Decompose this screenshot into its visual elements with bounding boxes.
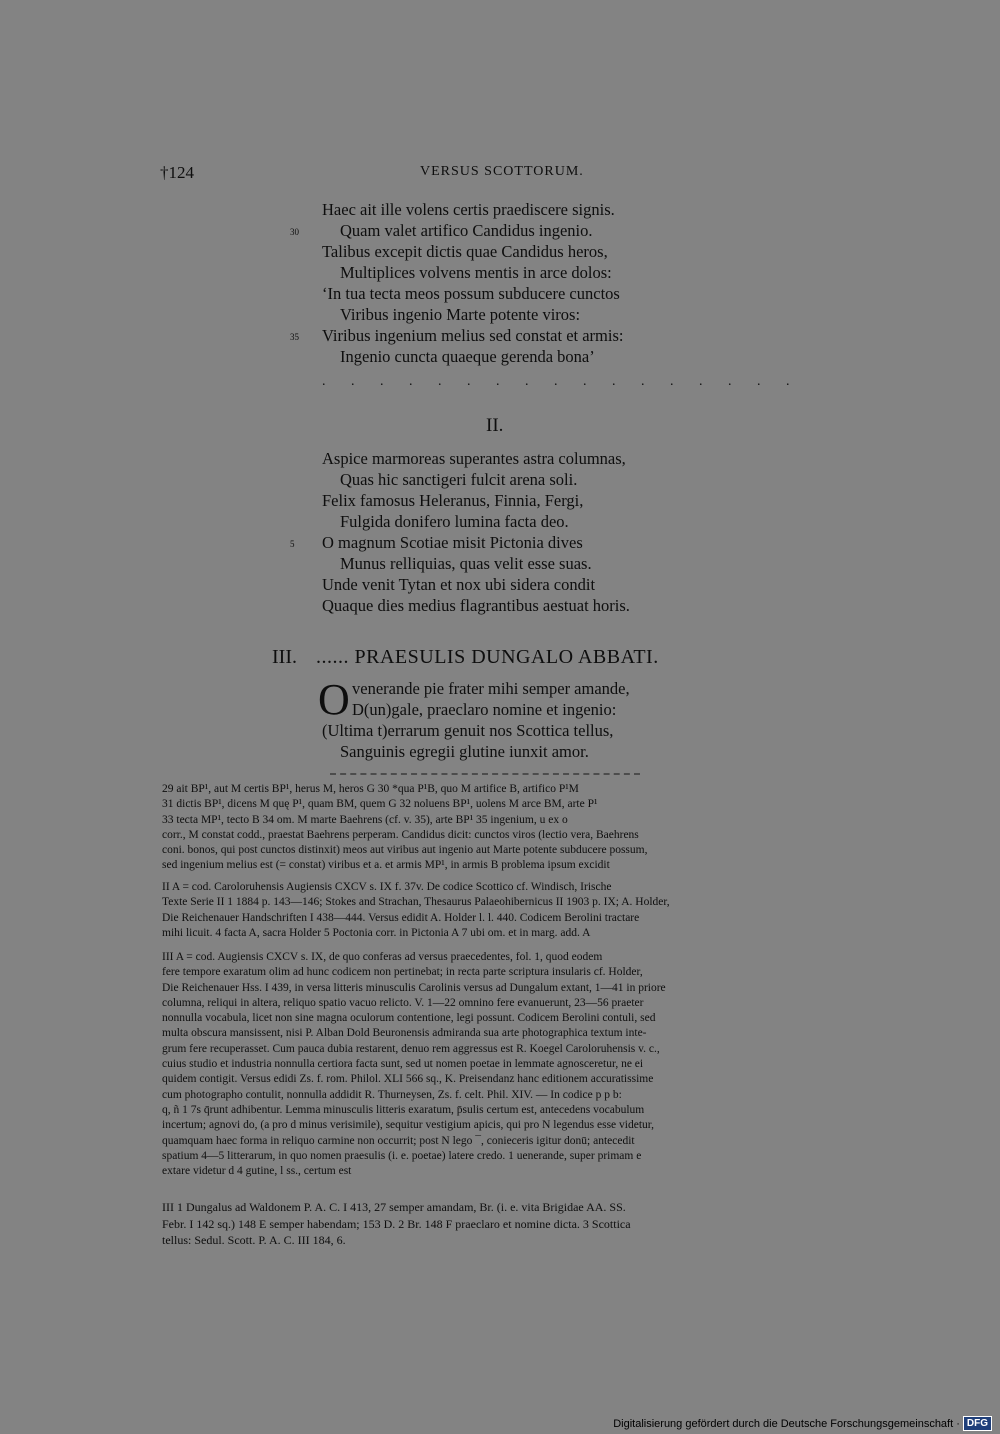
verse-line: Felix famosus Heleranus, Finnia, Fergi, [322, 491, 584, 510]
verse-line: O magnum Scotiae misit Pictonia dives [322, 533, 583, 552]
footnote-sources-III [162, 1199, 838, 1249]
line-number: 5 [290, 539, 295, 549]
verse-line: D(un)gale, praeclaro nomine et ingenio: [352, 700, 617, 719]
footnote-line: cuius studio et industria nonnulla certiora facta sunt, sed ut nomen poetae in lemmate agnosceretur, ne ei [162, 1058, 644, 1071]
verse-line: Viribus ingenium melius sed constat et armis: [322, 326, 624, 345]
footnote-line: Febr. I 142 sq.) 148 E semper habendam; 153 D. 2 Br. 148 F praeclaro et nomine dicta. 3 Scottica [162, 1216, 631, 1231]
faded-line-divider [330, 773, 640, 775]
section-2-heading: II. [486, 415, 504, 436]
footnote-line: 33 tecta MP¹, tecto B 34 om. M marte Baehrens (cf. v. 35), arte BP¹ 35 ingenium, u ex o [162, 813, 568, 826]
footnote-line: multa obscura mansissent, nisi P. Alban Dold Beuronensis admiranda sua arte photographica textum inte- [162, 1027, 647, 1040]
section-3-number: III. [272, 646, 297, 668]
footnote-line: columna, reliqui in altera, reliquo spatio vacuo relicto. V. 1—22 omnino fere evanuerunt, 23—56 praeter [162, 996, 644, 1009]
verse-line: Aspice marmoreas superantes astra columnas, [322, 449, 626, 468]
verse-line: Ingenio cuncta quaeque gerenda bona’ [340, 347, 595, 366]
footnote-line: cum photographo contulit, nonnulla addidit R. Thurneysen, Zs. f. celt. Phil. XIV. — In codice p p b: [162, 1088, 622, 1101]
line-number: 30 [290, 227, 299, 237]
verse-line: Sanguinis egregii glutine iunxit amor. [340, 742, 589, 761]
footnote-line: II A = cod. Caroloruhensis Augiensis CXCV s. IX f. 37v. De codice Scottico cf. Windisch, Irische [162, 881, 612, 893]
footnote-line: tellus: Sedul. Scott. P. A. C. III 184, 6. [162, 1233, 346, 1247]
verse-line: Munus relliquias, quas velit esse suas. [340, 554, 592, 573]
footnote-line: spatium 4—5 litterarum, in quo nomen praesulis (i. e. poetae) latere credo. 1 uenerande, super primam e [162, 1149, 642, 1162]
footnote-line: coni. bonos, qui post cunctos distinxit) meos aut viribus aut ingenio aut Marte potente subducere possum, [162, 844, 648, 857]
footnote-line: III 1 Dungalus ad Waldonem P. A. C. I 413, 27 semper amandam, Br. (i. e. vita Brigidae AA. SS. [162, 1200, 626, 1214]
footnote-line: Die Reichenauer Hss. I 439, in versa litteris minusculis Carolinis versus ad Dungalum extant, 1—41 in priore [162, 981, 666, 994]
footnote-line: quamquam haec forma in reliquo carmine non occurrit; post N lego ¯, conieceris igitur donū; antecedit [162, 1134, 635, 1147]
verse-line: Viribus ingenio Marte potente viros: [340, 305, 581, 324]
footnote-line: nonnulla vocabula, licet non sine magna oculorum contentione, legi possunt. Codicem Berolini contuli, sed [162, 1012, 656, 1025]
verse-line: Quam valet artifico Candidus ingenio. [340, 221, 593, 240]
lacuna-dots: . . . . . . . . . . . . . . . . . [322, 374, 801, 389]
footnote-line: III A = cod. Augiensis CXCV s. IX, de quo conferas ad versus praecedentes, fol. 1, quod eodem [162, 951, 603, 963]
footnote-apparatus-II [162, 880, 838, 941]
page-number: †124 [160, 163, 194, 182]
footnote-line: sed ingenium melius est (= constat) viribus et a. et armis MP¹, in armis B problema ipsum excidit [162, 859, 610, 872]
verse-line: Quas hic sanctigeri fulcit arena soli. [340, 470, 578, 489]
footnote-apparatus-III [162, 950, 838, 1179]
footnote-line: mihi licuit. 4 facta A, sacra Holder 5 Poctonia corr. in Pictonia A 7 ubi om. et in marg. add. A [162, 926, 591, 939]
running-title: VERSUS SCOTTORUM. [420, 164, 584, 179]
verse-line: Unde venit Tytan et nox ubi sidera condit [322, 575, 596, 594]
footnote-line: Die Reichenauer Handschriften I 438—444. Versus edidit A. Holder l. l. 440. Codicem Berolini tractare [162, 911, 640, 924]
credit-text: Digitalisierung gefördert durch die Deutsche Forschungsgemeinschaft · [613, 1417, 960, 1430]
verse-line: Fulgida donifero lumina facta deo. [340, 512, 569, 531]
footnote-apparatus-I [162, 782, 838, 874]
footnote-line: 29 ait BP¹, aut M certis BP¹, herus M, heros G 30 *qua P¹B, quo M artifice B, artifico P¹M [162, 783, 579, 795]
verse-line: (Ultima t)errarum genuit nos Scottica tellus, [322, 721, 614, 740]
footnote-line: incertum; agnovi do, (a pro d minus verisimile), sequitur vestigium apicis, qui pro N legendus esse videtur, [162, 1119, 655, 1132]
footnote-line: Texte Serie II 1 1884 p. 143—146; Stokes and Strachan, Thesaurus Palaeohibernicus II 1903 p. IX; A. Holder, [162, 896, 670, 909]
footnote-line: 31 dictis BP¹, dicens M quę P¹, quam BM, quem G 32 noluens BP¹, uolens M arce BM, arte P¹ [162, 798, 598, 811]
verse-line: Haec ait ille volens certis praediscere signis. [322, 200, 615, 219]
verse-line: ‘In tua tecta meos possum subducere cunctos [322, 284, 620, 303]
footnote-line: grum fere recuperasset. Cum pauca dubia restarent, denuo rem aggressus est R. Koegel Caroloruhensis v. c., [162, 1042, 660, 1055]
verse-line: Quaque dies medius flagrantibus aestuat horis. [322, 596, 630, 615]
footnote-line: extare videtur d 4 gutine, l ss., certum est [162, 1165, 352, 1178]
drop-cap-initial: O [318, 675, 350, 724]
section-3-title: ...... PRAESULIS DUNGALO ABBATI. [316, 646, 659, 668]
footnote-line: quidem contigit. Versus edidi Zs. f. rom. Philol. XLI 566 sq., K. Preisendanz hanc editionem accuratissime [162, 1073, 654, 1086]
verse-line: venerande pie frater mihi semper amande, [352, 679, 630, 698]
footnote-line: q, ñ 1 7s q̄runt adhibentur. Lemma minusculis litteris exaratum, p̄sulis certum est, antecedens vocabulum [162, 1103, 645, 1116]
line-number: 35 [290, 332, 299, 342]
verse-line: Multiplices volvens mentis in arce dolos: [340, 263, 612, 282]
verse-line: Talibus excepit dictis quae Candidus heros, [322, 242, 608, 261]
dfg-logo: DFG [963, 1416, 992, 1431]
digitization-credit [613, 1416, 992, 1431]
footnote-line: fere tempore exaratum olim ad hunc codicem non pertinebat; in recta parte scriptura insularis cf. Holder, [162, 966, 643, 979]
footnote-line: corr., M constat codd., praestat Baehrens perperam. Candidus dicit: cunctos viros (lectio vera, Baehrens [162, 828, 639, 841]
